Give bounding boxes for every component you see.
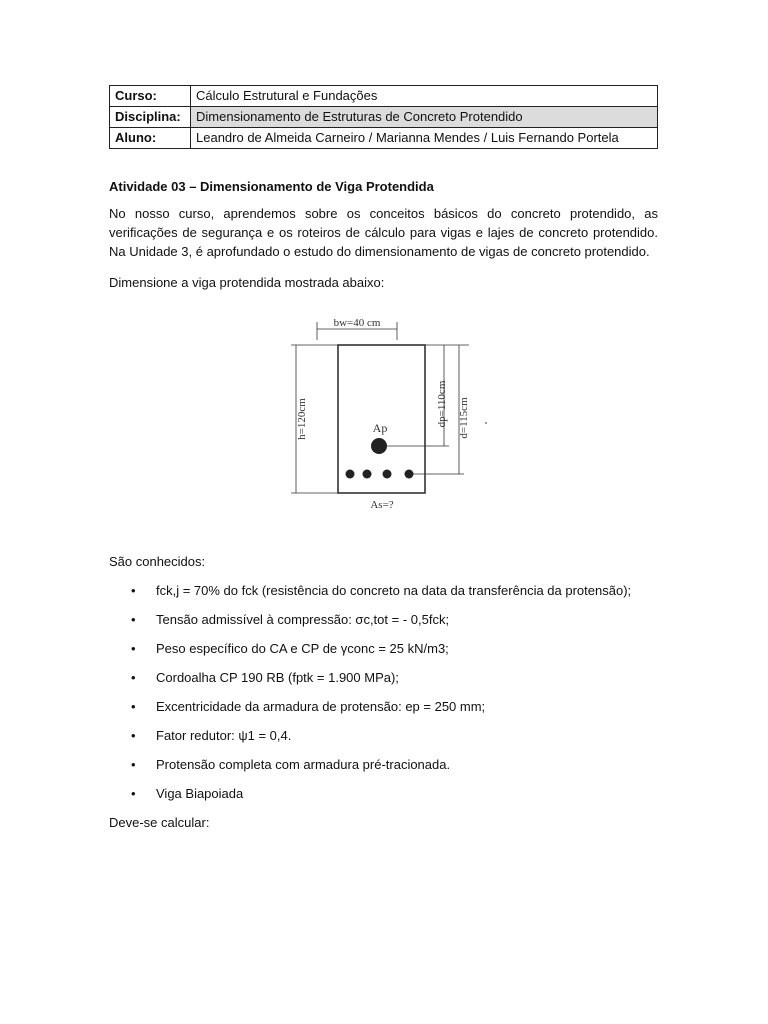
bullet-icon: •	[131, 786, 136, 801]
student-row	[110, 128, 658, 149]
bullet-icon: •	[131, 728, 136, 743]
known-list	[109, 581, 658, 803]
discipline-label: Disciplina:	[110, 107, 191, 128]
list-item	[109, 755, 658, 774]
closing-text: Deve-se calcular:	[109, 815, 210, 830]
bullet-icon: •	[131, 612, 136, 627]
bullet-icon: •	[131, 641, 136, 656]
activity-title: Atividade 03 – Dimensionamento de Viga Protendida	[109, 179, 434, 194]
discipline-value: Dimensionamento de Estruturas de Concreto Protendido	[191, 107, 658, 128]
beam-diagram	[109, 300, 658, 550]
header-table	[109, 85, 658, 149]
ap-label: Ap	[372, 421, 388, 435]
stray-dot	[485, 422, 487, 424]
rebar-3-icon	[383, 470, 392, 479]
list-item	[109, 581, 658, 600]
known-heading: São conhecidos:	[109, 554, 206, 569]
bullet-icon: •	[131, 583, 136, 598]
as-label: As=?	[370, 499, 394, 511]
rebar-4-icon	[405, 470, 414, 479]
bullet-icon: •	[131, 699, 136, 714]
list-item	[109, 610, 658, 629]
intro-paragraph: No nosso curso, aprendemos sobre os conceitos básicos do concreto protendido, as verificações de segurança e os roteiros de cálculo para vigas e lajes de concreto protendido. Na Unidade 3, é aprofundado o estudo do dimensionamento de vigas de concreto protendido.	[109, 206, 658, 259]
list-item	[109, 697, 658, 716]
student-label: Aluno:	[110, 128, 191, 149]
student-value: Leandro de Almeida Carneiro / Marianna Mendes / Luis Fernando Portela	[191, 128, 658, 149]
list-item-text: Tensão admissível à compressão: σc,tot = - 0,5fck;	[156, 612, 450, 627]
list-item	[109, 639, 658, 658]
list-item-text: Fator redutor: ψ1 = 0,4.	[156, 728, 292, 743]
list-item	[109, 726, 658, 745]
list-item-text: Peso específico do CA e CP de γconc = 25 kN/m3;	[156, 641, 449, 656]
list-item	[109, 668, 658, 687]
bw-label: bw=40 cm	[333, 317, 381, 329]
rebar-1-icon	[346, 470, 355, 479]
list-item	[109, 784, 658, 803]
course-row	[110, 86, 658, 107]
bullet-icon: •	[131, 757, 136, 772]
instruction-text: Dimensione a viga protendida mostrada abaixo:	[109, 275, 385, 290]
list-item-text: fck,j = 70% do fck (resistência do concreto na data da transferência da protensão);	[156, 583, 632, 598]
dp-label: dp=110cm	[436, 380, 448, 428]
document-page	[109, 85, 658, 832]
d-label: d=115cm	[458, 397, 470, 439]
rebar-2-icon	[363, 470, 372, 479]
tendon-ap-icon	[371, 438, 387, 454]
bullet-icon: •	[131, 670, 136, 685]
list-item-text: Viga Biapoiada	[156, 786, 244, 801]
list-item-text: Cordoalha CP 190 RB (fptk = 1.900 MPa);	[156, 670, 399, 685]
list-item-text: Excentricidade da armadura de protensão: ep = 250 mm;	[156, 699, 486, 714]
beam-cross-section-figure	[109, 300, 658, 550]
course-value: Cálculo Estrutural e Fundações	[191, 86, 658, 107]
list-item-text: Protensão completa com armadura pré-tracionada.	[156, 757, 451, 772]
course-label: Curso:	[110, 86, 191, 107]
discipline-row	[110, 107, 658, 128]
h-label: h=120cm	[296, 398, 308, 440]
